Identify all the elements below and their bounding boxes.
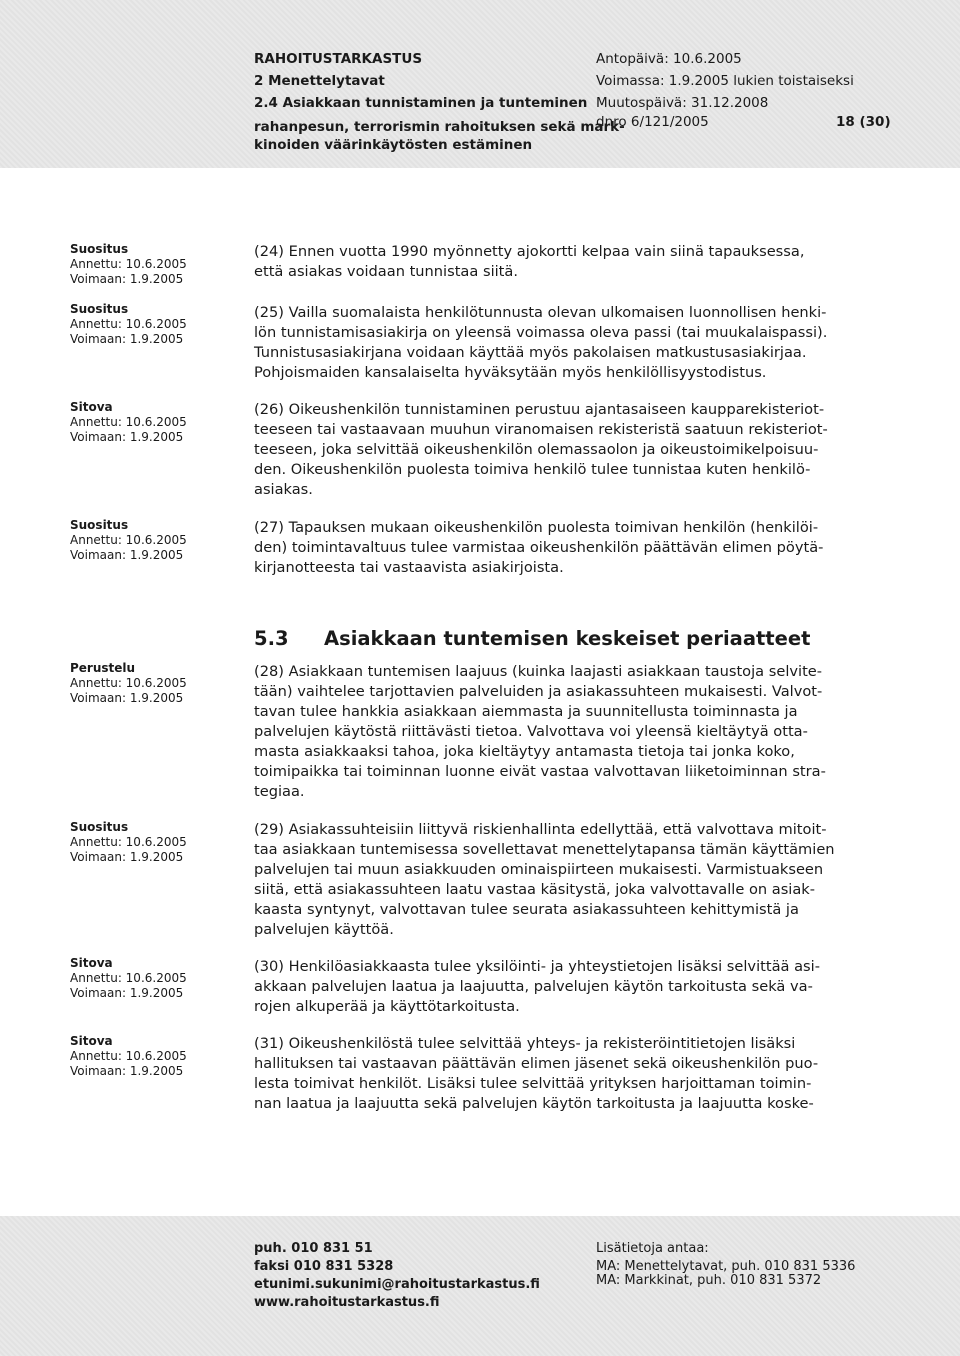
side-note: [70, 302, 187, 347]
paragraph-line: (25) Vailla suomalaista henkilötunnusta olevan ulkomaisen luonnollisen henki-: [254, 304, 827, 321]
paragraph-line: siitä, että asiakassuhteen laatu vastaa käsitystä, joka valvottavalle on asiak-: [254, 881, 816, 898]
side-note: [70, 400, 187, 445]
paragraph-24: [254, 242, 884, 282]
side-note-given: Annettu: 10.6.2005: [70, 971, 187, 985]
paragraph-line: kaasta syntynyt, valvottavan tulee seurata asiakassuhteen kehittymistä ja: [254, 901, 799, 918]
side-note-given: Annettu: 10.6.2005: [70, 676, 187, 690]
side-note-effective: Voimaan: 1.9.2005: [70, 986, 184, 1000]
side-note-given: Annettu: 10.6.2005: [70, 317, 187, 331]
side-note-label: Sitova: [70, 400, 113, 414]
footer-contact-2: MA: Markkinat, puh. 010 831 5372: [596, 1273, 822, 1288]
paragraph-line: (30) Henkilöasiakkaasta tulee yksilöinti- ja yhteystietojen lisäksi selvittää asi-: [254, 958, 820, 975]
paragraph-line: teeseen, joka selvittää oikeushenkilön olemassaolon ja oikeustoimikelpoisuu-: [254, 441, 819, 458]
paragraph-line: akkaan palvelujen laatua ja laajuutta, palvelujen käytön tarkoitusta sekä va-: [254, 978, 813, 995]
side-note-label: Suositus: [70, 242, 129, 256]
side-note-effective: Voimaan: 1.9.2005: [70, 691, 184, 705]
side-note-effective: Voimaan: 1.9.2005: [70, 430, 184, 444]
page-header: [0, 0, 960, 168]
paragraph-26: [254, 400, 884, 500]
section-heading: [254, 627, 810, 650]
paragraph-29: [254, 820, 884, 940]
paragraph-line: den) toimintavaltuus tulee varmistaa oikeushenkilön päättävän elimen pöytä-: [254, 539, 824, 556]
header-subject-line-1: rahanpesun, terrorismin rahoituksen sekä mark-: [254, 119, 625, 135]
paragraph-line: tään) vaihtelee tarjottavien palveluiden ja asiakassuhteen mukaisesti. Valvot-: [254, 683, 823, 700]
header-subject-line-2: kinoiden väärinkäytösten estäminen: [254, 137, 533, 153]
footer-email: etunimi.sukunimi@rahoitustarkastus.fi: [254, 1277, 540, 1292]
paragraph-line: (26) Oikeushenkilön tunnistaminen perustuu ajantasaiseen kaupparekisteriot-: [254, 401, 825, 418]
header-issued-date: Antopäivä: 10.6.2005: [596, 51, 742, 67]
side-note-effective: Voimaan: 1.9.2005: [70, 1064, 184, 1078]
side-note-effective: Voimaan: 1.9.2005: [70, 548, 184, 562]
paragraph-line: että asiakas voidaan tunnistaa siitä.: [254, 263, 518, 280]
paragraph-line: masta asiakkaaksi tahoa, joka kieltäytyy antamasta tietoja tai jonka koko,: [254, 743, 795, 760]
paragraph-line: (29) Asiakassuhteisiin liittyvä riskienhallinta edellyttää, että valvottava mitoit-: [254, 821, 827, 838]
paragraph-line: teeseen tai vastaavaan muuhun viranomaisen rekisteristä saatuun rekisteriot-: [254, 421, 828, 438]
paragraph-27: [254, 518, 884, 578]
paragraph-28: [254, 662, 884, 802]
side-note-given: Annettu: 10.6.2005: [70, 835, 187, 849]
paragraph-line: lön tunnistamisasiakirja on yleensä voimassa oleva passi (tai muukalaispassi).: [254, 324, 828, 341]
header-chapter: 2 Menettelytavat: [254, 73, 385, 89]
paragraph-line: lesta toimivat henkilöt. Lisäksi tulee selvittää yrityksen harjoittaman toimin-: [254, 1075, 812, 1092]
paragraph-line: palvelujen käytöstä riittävästi tietoa. Valvottava voi yleensä kieltäytyä otta-: [254, 723, 808, 740]
side-note-label: Suositus: [70, 518, 129, 532]
paragraph-line: palvelujen käyttöä.: [254, 921, 394, 938]
paragraph-line: nan laatua ja laajuutta sekä palvelujen käytön tarkoitusta ja laajuutta koske-: [254, 1095, 814, 1112]
footer-phone: puh. 010 831 51: [254, 1241, 373, 1256]
side-note-given: Annettu: 10.6.2005: [70, 1049, 187, 1063]
footer-info-label: Lisätietoja antaa:: [596, 1241, 709, 1256]
side-note-label: Suositus: [70, 302, 129, 316]
footer-contact-1: MA: Menettelytavat, puh. 010 831 5336: [596, 1259, 856, 1274]
side-note-label: Sitova: [70, 1034, 113, 1048]
side-note-label: Sitova: [70, 956, 113, 970]
paragraph-line: Pohjoismaiden kansalaiselta hyväksytään myös henkilöllisyystodistus.: [254, 364, 767, 381]
paragraph-30: [254, 957, 884, 1017]
side-note-given: Annettu: 10.6.2005: [70, 415, 187, 429]
side-note-label: Suositus: [70, 820, 129, 834]
footer-website: www.rahoitustarkastus.fi: [254, 1295, 440, 1310]
paragraph-line: hallituksen tai vastaavan päättävän elimen jäsenet sekä oikeushenkilön puo-: [254, 1055, 819, 1072]
paragraph-line: (28) Asiakkaan tuntemisen laajuus (kuinka laajasti asiakkaan taustoja selvite-: [254, 663, 823, 680]
side-note-given: Annettu: 10.6.2005: [70, 257, 187, 271]
side-note: [70, 956, 187, 1001]
paragraph-line: tavan tulee hankkia asiakkaan aiemmasta ja suunnitellusta toiminnasta ja: [254, 703, 798, 720]
section-number: 5.3: [254, 627, 289, 650]
paragraph-line: kirjanotteesta tai vastaavista asiakirjoista.: [254, 559, 564, 576]
paragraph-line: taa asiakkaan tuntemisessa sovellettavat menettelytapansa tämän käyttämien: [254, 841, 835, 858]
header-reference-number: dnro 6/121/2005: [596, 114, 709, 130]
side-note-effective: Voimaan: 1.9.2005: [70, 332, 184, 346]
paragraph-line: den. Oikeushenkilön puolesta toimiva henkilö tulee tunnistaa kuten henkilö-: [254, 461, 811, 478]
paragraph-line: asiakas.: [254, 481, 313, 498]
header-page-number: 18 (30): [836, 114, 891, 130]
header-section: 2.4 Asiakkaan tunnistaminen ja tunteminen: [254, 95, 588, 111]
paragraph-line: toimipaikka tai toiminnan luonne eivät vastaa valvottavan liiketoiminnan stra-: [254, 763, 826, 780]
page-footer: [0, 1216, 960, 1356]
paragraph-line: Tunnistusasiakirjana voidaan käyttää myös pakolaisen matkustusasiakirjaa.: [254, 344, 807, 361]
paragraph-line: (24) Ennen vuotta 1990 myönnetty ajokortti kelpaa vain siinä tapauksessa,: [254, 243, 805, 260]
paragraph-line: palvelujen tai muun asiakkuuden ominaispiirteen mukaisesti. Varmistuakseen: [254, 861, 824, 878]
paragraph-31: [254, 1034, 884, 1114]
side-note-effective: Voimaan: 1.9.2005: [70, 272, 184, 286]
header-modified-date: Muutospäivä: 31.12.2008: [596, 95, 769, 111]
side-note-effective: Voimaan: 1.9.2005: [70, 850, 184, 864]
paragraph-line: rojen alkuperää ja käyttötarkoitusta.: [254, 998, 520, 1015]
section-title: Asiakkaan tuntemisen keskeiset periaatteet: [324, 627, 811, 650]
side-note-label: Perustelu: [70, 661, 136, 675]
paragraph-25: [254, 303, 884, 383]
side-note: [70, 820, 187, 865]
paragraph-line: tegiaa.: [254, 783, 305, 800]
paragraph-line: (27) Tapauksen mukaan oikeushenkilön puolesta toimivan henkilön (henkilöi-: [254, 519, 819, 536]
paragraph-line: (31) Oikeushenkilöstä tulee selvittää yhteys- ja rekisteröintitietojen lisäksi: [254, 1035, 796, 1052]
header-valid-from: Voimassa: 1.9.2005 lukien toistaiseksi: [596, 73, 854, 89]
side-note: [70, 661, 187, 706]
footer-fax: faksi 010 831 5328: [254, 1259, 394, 1274]
header-org: RAHOITUSTARKASTUS: [254, 51, 423, 67]
side-note-given: Annettu: 10.6.2005: [70, 533, 187, 547]
side-note: [70, 518, 187, 563]
side-note: [70, 1034, 187, 1079]
side-note: [70, 242, 187, 287]
